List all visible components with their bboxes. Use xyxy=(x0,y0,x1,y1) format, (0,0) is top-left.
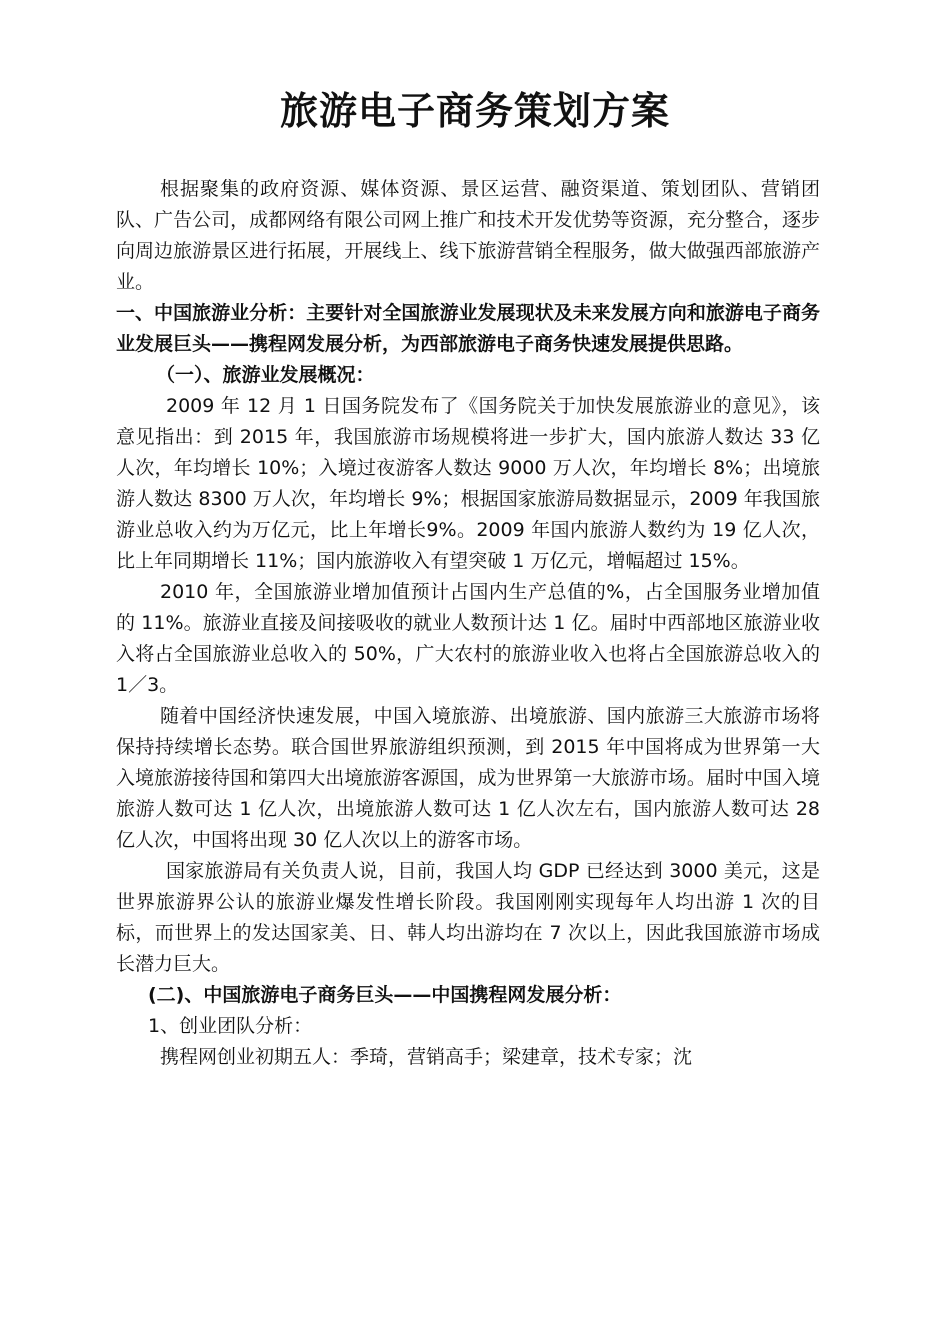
intro-paragraph: 根据聚集的政府资源、媒体资源、景区运营、融资渠道、策划团队、营销团队、广告公司，成都网络有限公司网上推广和技术开发优势等资源，充分整合，逐步向周边旅游景区进行拓展，开展线上、线下旅游营销全程服务，做大做强西部旅游产业。 xyxy=(116,178,820,293)
subsection-heading-1: （一）、旅游业发展概况： xyxy=(156,364,375,386)
paragraph-1: 2009 年 12 月 1 日国务院发布了《国务院关于加快发展旅游业的意见》，该意见指出：到 2015 年，我国旅游市场规模将进一步扩大，国内旅游人数达 33 亿人次，年均增长 10%；入境过夜游客人数达 9000 万人次，年均增长 8%；出境旅游人数达 8300 万人次，年均增长 9%；根据国家旅游局数据显示，2009 年我国旅游业总收入约为万亿元，比上年增长9%。2009 年国内旅游人数约为 19 亿人次，比上年同期增长 11%；国内旅游收入有望突破 1 万亿元，增幅超过 15%。 xyxy=(116,395,820,572)
paragraph-4: 国家旅游局有关负责人说，目前，我国人均 GDP 已经达到 3000 美元，这是世界旅游界公认的旅游业爆发性增长阶段。我国刚刚实现每年人均出游 1 次的目标，而世界上的发达国家美、日、韩人均出游均在 7 次以上，因此我国旅游市场成长潜力巨大。 xyxy=(116,860,820,975)
document-title: 旅游电子商务策划方案 xyxy=(279,88,670,133)
list-item-1: 1、创业团队分析： xyxy=(148,1015,313,1037)
section-heading-1: 一、中国旅游业分析：主要针对全国旅游业发展现状及未来发展方向和旅游电子商务业发展巨头——携程网发展分析，为西部旅游电子商务快速发展提供思路。 xyxy=(116,302,820,355)
document-body xyxy=(116,174,820,1073)
subsection-heading-2: (二)、中国旅游电子商务巨头——中国携程网发展分析： xyxy=(148,984,622,1006)
paragraph-2: 2010 年，全国旅游业增加值预计占国内生产总值的%，占全国服务业增加值的 11%。旅游业直接及间接吸收的就业人数预计达 1 亿。届时中西部地区旅游业收入将占全国旅游业总收入的 50%，广大农村的旅游业收入也将占全国旅游总收入的 1／3。 xyxy=(116,581,820,696)
paragraph-3: 随着中国经济快速发展，中国入境旅游、出境旅游、国内旅游三大旅游市场将保持持续增长态势。联合国世界旅游组织预测，到 2015 年中国将成为世界第一大入境旅游接待国和第四大出境旅游客源国，成为世界第一大旅游市场。届时中国入境旅游人数可达 1 亿人次，出境旅游人数可达 1 亿人次左右，国内旅游人数可达 28 亿人次，中国将出现 30 亿人次以上的游客市场。 xyxy=(116,705,820,851)
paragraph-5: 携程网创业初期五人：季琦，营销高手；梁建章，技术专家；沈 xyxy=(160,1046,693,1068)
